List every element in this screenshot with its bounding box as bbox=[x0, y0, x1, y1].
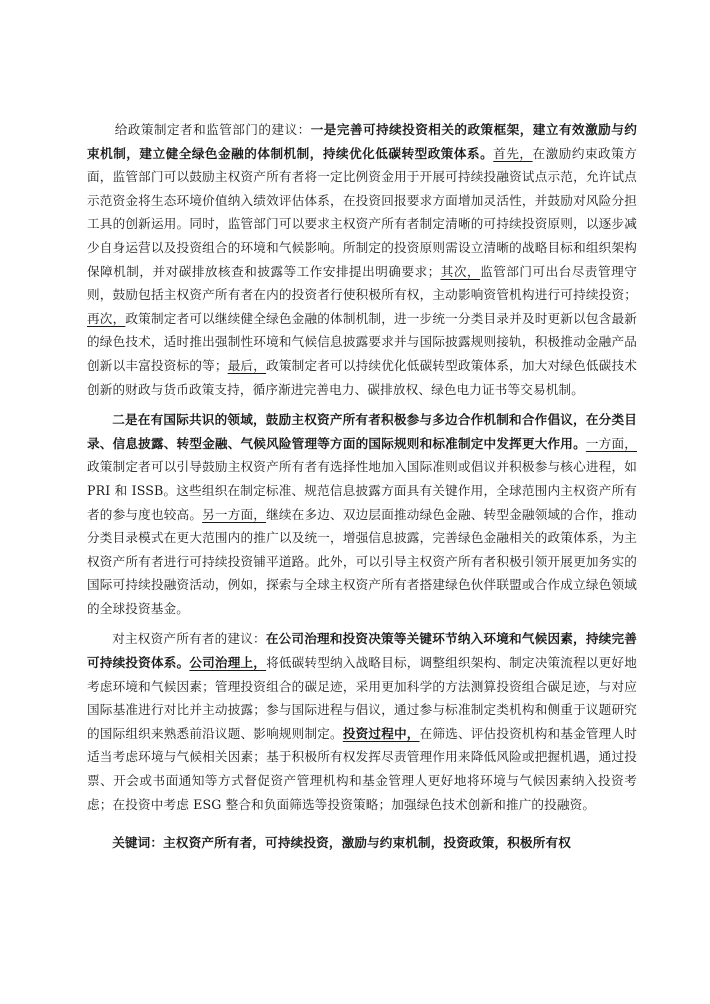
para3-marker-governance: 公司治理上， bbox=[189, 655, 267, 671]
para1-marker-third: 再次， bbox=[87, 310, 126, 326]
para2-marker-one-hand: 一方面， bbox=[585, 435, 637, 451]
para1-text-second: 监管部门可出台尽责管理守则，鼓励包括主权资产所有者在内的投资者行使积极所有权，主动影响资管机构进行可持续投资； bbox=[87, 263, 637, 303]
para1-marker-first: 首先， bbox=[493, 145, 533, 161]
para3-marker-investment-process: 投资过程中， bbox=[342, 725, 420, 741]
para3-intro: 对主权资产所有者的建议： bbox=[112, 631, 266, 647]
paragraph-policy-recommendations bbox=[87, 118, 637, 401]
document-body bbox=[87, 118, 637, 854]
paragraph-owner-recommendations bbox=[87, 627, 637, 816]
para2-thesis-bold: 二是在有国际共识的领域，鼓励主权资产所有者积极参与多边合作机制和合作倡议，在分类目录、信息披露、转型金融、气候风险管理等方面的国际规则和标准制定中发挥更大作用。 bbox=[87, 412, 637, 451]
para1-text-first: 在激励约束政策方面，监管部门可以鼓励主权资产所有者将一定比例资金用于开展可持续投融资试点示范，允许试点示范资金将生态环境价值纳入绩效评估体系，在投资回报要求方面增加灵活性，并鼓励对风险分担工具的创新运用。同时，监管部门可以要求主权资产所有者制定清晰的可持续投资原则，以逐步减少自身运营以及投资组合的环境和气候影响。所制定的投资原则需设立清晰的战略目标和组织架构保障机制，并对碳排放核查和披露等工作安排提出明确要求； bbox=[87, 145, 637, 279]
para1-marker-last: 最后， bbox=[227, 357, 267, 373]
para1-intro: 给政策制定者和监管部门的建议： bbox=[114, 122, 311, 137]
keywords-line: 关键词：主权资产所有者，可持续投资，激励与约束机制，投资政策，积极所有权 bbox=[112, 835, 571, 851]
para2-text-one-hand: 政策制定者可以引导鼓励主权资产所有者有选择性地加入国际准则或倡议并积极参与核心进程，如 PRI 和 ISSB。这些组织在制定标准、规范信息披露方面具有关键作用，全球范围内主权资产所有者的参与度也较高。 bbox=[87, 459, 637, 522]
para3-thesis-bold: 在公司治理和投资决策等关键环节纳入环境和气候因素，持续完善可持续投资体系。 bbox=[87, 631, 637, 671]
para2-marker-other-hand: 另一方面， bbox=[202, 506, 267, 522]
para3-text-investment-process: 在筛选、评估投资机构和基金管理人时适当考虑环境与气候相关因素；基于积极所有权发挥尽责管理作用来降低风险或把握机遇，通过投票、开会或书面通知等方式督促资产管理机构和基金管理人更好地将环境与气候因素纳入投资考虑；在投资中考虑 ESG 整合和负面筛选等投资策略；加强绿色技术创新和推广的投融资。 bbox=[87, 725, 637, 812]
para2-text-other-hand: 继续在多边、双边层面推动绿色金融、转型金融领域的合作，推动分类目录模式在更大范围内的推广以及统一，增强信息披露，完善绿色金融相关的政策体系，为主权资产所有者进行可持续投资铺平道路。此外，可以引导主权资产所有者积极引领开展更加务实的国际可持续投融资活动，例如，探索与全球主权资产所有者搭建绿色伙伴联盟或合作成立绿色领域的全球投资基金。 bbox=[87, 506, 637, 616]
para1-text-third: 政策制定者可以继续健全绿色金融的体制机制，进一步统一分类目录并及时更新以包含最新的绿色技术，适时推出强制性环境和气候信息披露要求并与国际披露规则接轨，积极推动金融产品创新以丰富投资标的等； bbox=[87, 310, 638, 373]
para3-text-governance: 将低碳转型纳入战略目标，调整组织架构、制定决策流程以更好地考虑环境和气候因素；管理投资组合的碳足迹，采用更加科学的方法测算投资组合碳足迹，与对应国际基准进行对比并主动披露；参与国际进程与倡议，通过参与标准制定类机构和侧重于议题研究的国际组织来熟悉前沿议题、影响规则制定。 bbox=[87, 655, 637, 741]
para1-thesis-bold: 一是完善可持续投资相关的政策框架，建立有效激励与约束机制，建立健全绿色金融的体制机制，持续优化低碳转型政策体系。 bbox=[87, 122, 638, 161]
para1-marker-second: 其次， bbox=[440, 263, 481, 279]
para1-text-last: 政策制定者可以持续优化低碳转型政策体系，加大对绿色低碳技术创新的财政与货币政策支持，循序渐进完善电力、碳排放权、绿色电力证书等交易机制。 bbox=[87, 357, 637, 397]
paragraph-international-cooperation bbox=[87, 408, 637, 620]
